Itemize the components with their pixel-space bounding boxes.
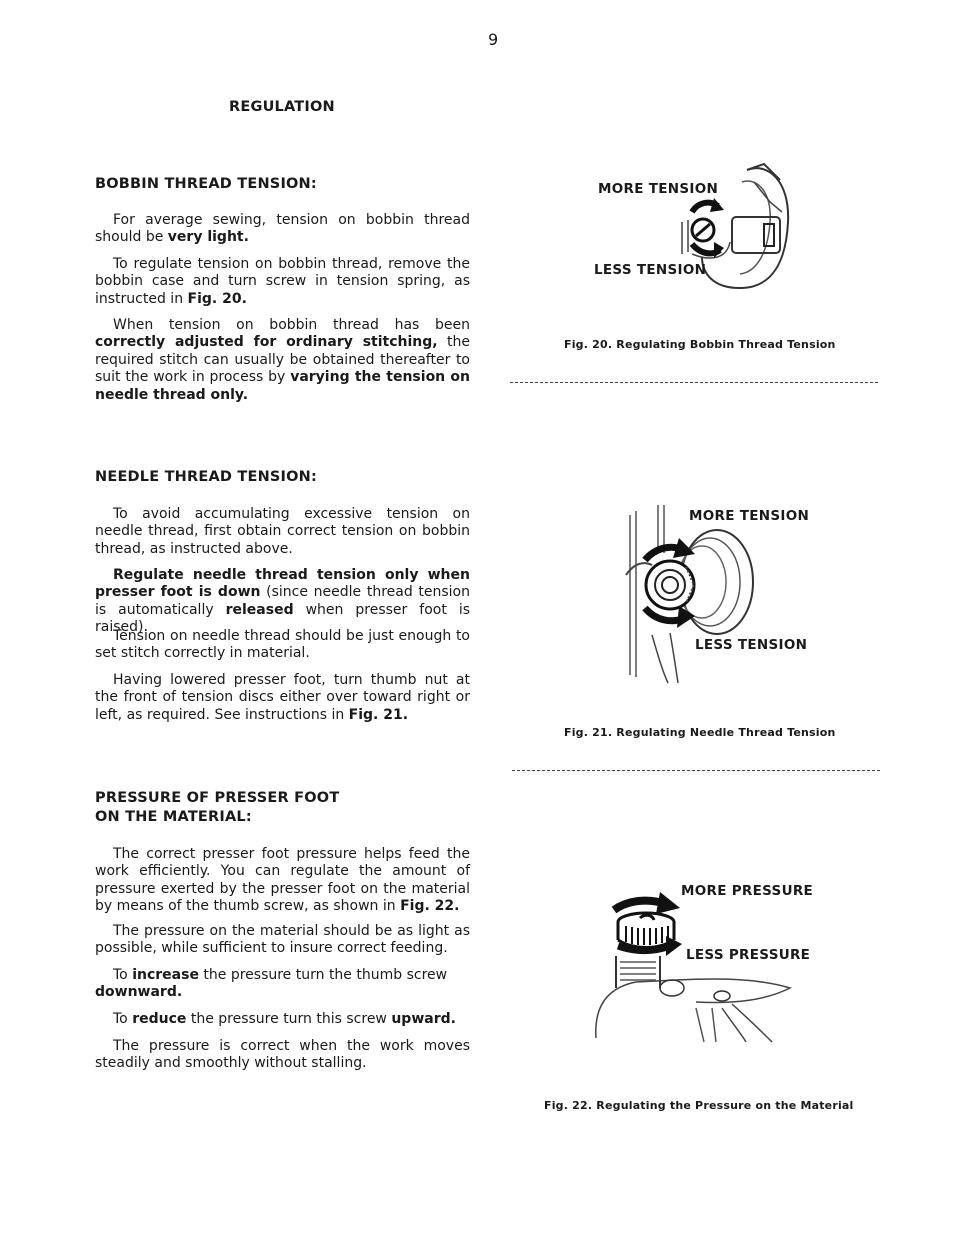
page-title: REGULATION xyxy=(229,99,335,115)
pressure-heading-line-1: PRESSURE OF PRESSER FOOT xyxy=(95,790,340,806)
bobbin-heading: BOBBIN THREAD TENSION: xyxy=(95,176,317,192)
pressure-paragraph-4: To reduce the pressure turn this screw upward. xyxy=(113,1011,456,1027)
bobbin-paragraph-2: To regulate tension on bobbin thread, remove the bobbin case and turn screw in tension spring, as instructed in Fig. 20. xyxy=(95,256,470,307)
fig22-more-pressure-label: MORE PRESSURE xyxy=(681,883,814,899)
page-number: 9 xyxy=(488,30,499,49)
pressure-heading-line-2: ON THE MATERIAL: xyxy=(95,809,252,825)
needle-heading: NEEDLE THREAD TENSION: xyxy=(95,469,318,485)
pressure-paragraph-5: The pressure is correct when the work moves steadily and smoothly without stalling. xyxy=(95,1038,470,1072)
fig21-caption: Fig. 21. Regulating Needle Thread Tension xyxy=(564,726,836,739)
fig20-less-tension-label: LESS TENSION xyxy=(594,262,707,278)
divider-1 xyxy=(510,382,878,383)
fig21-more-tension-label: MORE TENSION xyxy=(689,508,810,524)
needle-paragraph-2: Regulate needle thread tension only when presser foot is down (since needle thread tension is automatically released when presser foot is raised). xyxy=(95,567,471,636)
pressure-paragraph-2: The pressure on the material should be as light as possible, while sufficient to insure correct feeding. xyxy=(95,923,470,957)
bobbin-paragraph-1: For average sewing, tension on bobbin thread should be very light. xyxy=(95,212,470,246)
fig22-less-pressure-label: LESS PRESSURE xyxy=(686,947,811,963)
bobbin-paragraph-3: When tension on bobbin thread has been correctly adjusted for ordinary stitching, the required stitch can usually be obtained thereafter to suit the work in process by varying the tension on needle thread only. xyxy=(95,317,471,403)
pressure-paragraph-1: The correct presser foot pressure helps feed the work efficiently. You can regulate the amount of pressure exerted by the presser foot on the material by means of the thumb screw, as shown in Fig. 22. xyxy=(95,846,470,915)
fig22-more-pressure-arrow-icon xyxy=(612,892,680,916)
needle-paragraph-3: Tension on needle thread should be just enough to set stitch correctly in material. xyxy=(95,628,470,662)
divider-2 xyxy=(512,770,880,771)
fig20-more-tension-label: MORE TENSION xyxy=(598,181,719,197)
fig22-less-pressure-arrow-icon xyxy=(616,936,682,958)
fig21-more-tension-arrow-icon xyxy=(643,538,695,564)
fig20-caption: Fig. 20. Regulating Bobbin Thread Tension xyxy=(564,338,836,351)
needle-paragraph-1: To avoid accumulating excessive tension on needle thread, first obtain correct tension on bobbin thread, as instructed above. xyxy=(95,506,470,557)
fig21-less-tension-label: LESS TENSION xyxy=(695,637,808,653)
fig20-less-tension-arrow-icon xyxy=(690,240,724,260)
needle-paragraph-4: Having lowered presser foot, turn thumb nut at the front of tension discs either over toward right or left, as required. See instructions in Fig. 21. xyxy=(95,672,470,723)
fig20-more-tension-arrow-icon xyxy=(690,196,724,216)
fig22-caption: Fig. 22. Regulating the Pressure on the Material xyxy=(544,1099,854,1112)
fig21-less-tension-arrow-icon xyxy=(643,604,695,630)
pressure-paragraph-3: To increase the pressure turn the thumb screw downward. xyxy=(95,967,448,1001)
